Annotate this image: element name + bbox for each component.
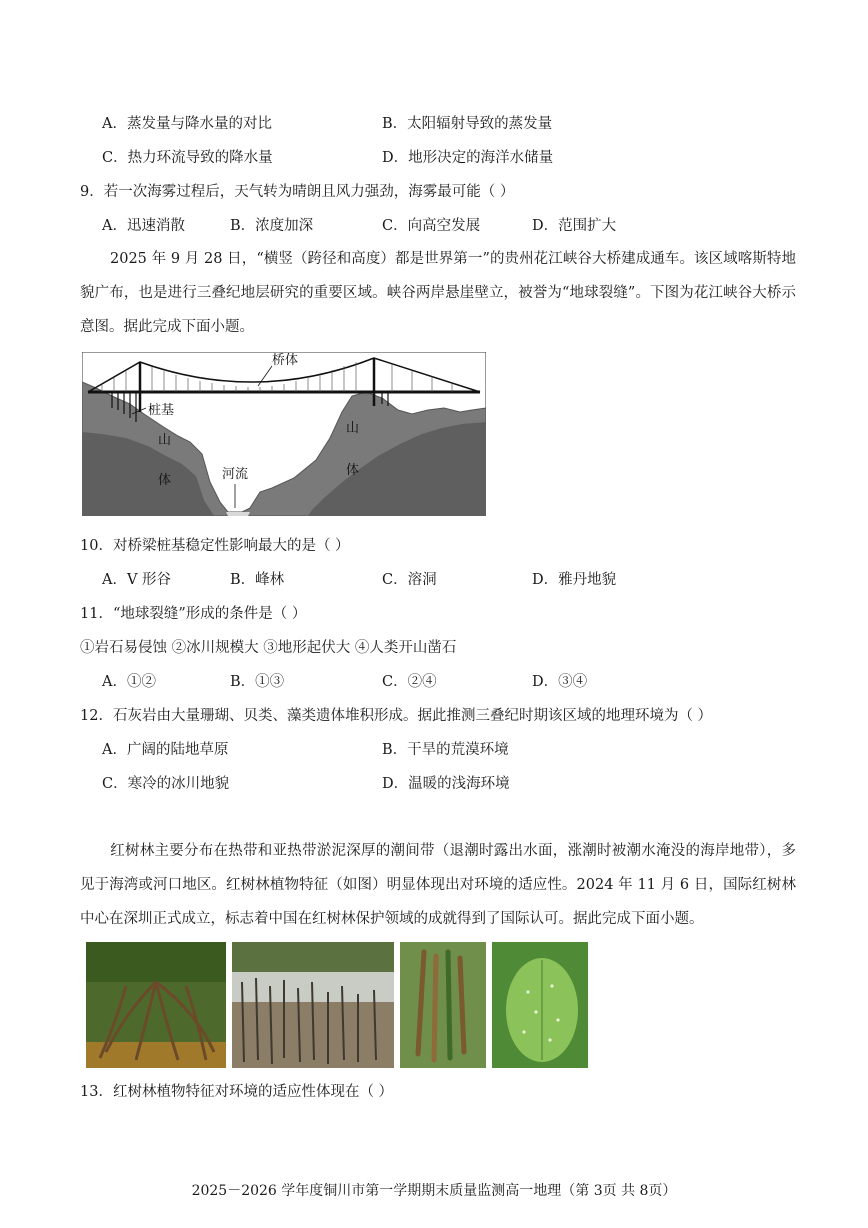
- q12-option-c: C．寒冷的冰川地貌: [102, 776, 230, 792]
- q10-option-c: C．溶洞: [382, 572, 437, 588]
- label-mountain-right-1: 山: [346, 421, 360, 436]
- mangrove-leaf-photo: [492, 942, 588, 1068]
- label-mountain-left-2: 体: [158, 473, 172, 488]
- q12-option-d: D．温暖的浅海环境: [382, 776, 510, 792]
- q9-option-c: C．向高空发展: [382, 218, 481, 234]
- q12-stem: 12．石灰岩由大量珊瑚、贝类、藻类遗体堆积形成。据此推测三叠纪时期该区域的地理环境为（ ）: [80, 708, 713, 724]
- bridge-diagram: [82, 352, 486, 516]
- q11-option-c: C．②④: [382, 674, 437, 690]
- mangrove-roots-photo: [86, 942, 226, 1068]
- q11-option-a: A．①②: [102, 674, 156, 690]
- q10-option-b: B．峰林: [230, 572, 285, 588]
- q8-option-a: A．蒸发量与降水量的对比: [102, 116, 272, 132]
- q11-stem: 11．“地球裂缝”形成的条件是（ ）: [80, 606, 307, 622]
- river-water: [226, 512, 250, 516]
- q9-option-b: B．浓度加深: [230, 218, 314, 234]
- mangrove-pneumatophores-photo: [232, 942, 394, 1068]
- q13-stem: 13．红树林植物特征对环境的适应性体现在（ ）: [80, 1084, 394, 1100]
- passage-mangrove: 红树林主要分布在热带和亚热带淤泥深厚的潮间带（退潮时露出水面，涨潮时被潮水淹没的海岸地带），多见于海湾或河口地区。红树林植物特征（如图）明显体现出对环境的适应性。2024 年 11 月 6 日，国际红树林中心在深圳正式成立，标志着中国在红树林保护领域的成就得到了国际认可。据此完成下面小题。: [80, 843, 796, 927]
- q9-stem: 9．若一次海雾过程后，天气转为晴朗且风力强劲，海雾最可能（ ）: [80, 184, 515, 200]
- q9-option-a: A．迅速消散: [102, 218, 185, 234]
- q9-option-d: D．范围扩大: [532, 218, 617, 234]
- label-bridge: 桥体: [272, 353, 299, 368]
- q12-option-a: A．广阔的陆地草原: [102, 742, 229, 758]
- page-footer: 2025－2026 学年度铜川市第一学期期末质量监测高一地理（第 3页 共 8页）: [191, 1183, 677, 1199]
- q12-option-b: B．干旱的荒漠环境: [382, 742, 509, 758]
- label-mountain-left-1: 山: [158, 433, 172, 448]
- q8-option-c: C．热力环流导致的降水量: [102, 150, 273, 166]
- q10-stem: 10．对桥梁桩基稳定性影响最大的是（ ）: [80, 538, 350, 554]
- passage-bridge: 2025 年 9 月 28 日，“横竖（跨径和高度）都是世界第一”的贵州花江峡谷大桥建成通车。该区域喀斯特地貌广布，也是进行三叠纪地层研究的重要区域。峡谷两岸悬崖壁立，被誉为“地球裂缝”。下图为花江峡谷大桥示意图。据此完成下面小题。: [80, 251, 796, 335]
- label-mountain-right-2: 体: [346, 463, 360, 478]
- q10-option-d: D．雅丹地貌: [532, 572, 617, 588]
- q11-option-b: B．①③: [230, 674, 285, 690]
- q8-option-b: B．太阳辐射导致的蒸发量: [382, 116, 553, 132]
- q10-option-a: A．V 形谷: [102, 572, 172, 588]
- q11-option-d: D．③④: [532, 674, 588, 690]
- mangrove-propagules-photo: [400, 942, 486, 1068]
- label-pile: 桩基: [148, 403, 175, 418]
- label-river: 河流: [222, 467, 249, 482]
- q11-conditions: ①岩石易侵蚀 ②冰川规模大 ③地形起伏大 ④人类开山凿石: [80, 640, 457, 656]
- q8-option-d: D．地形决定的海洋水储量: [382, 150, 554, 166]
